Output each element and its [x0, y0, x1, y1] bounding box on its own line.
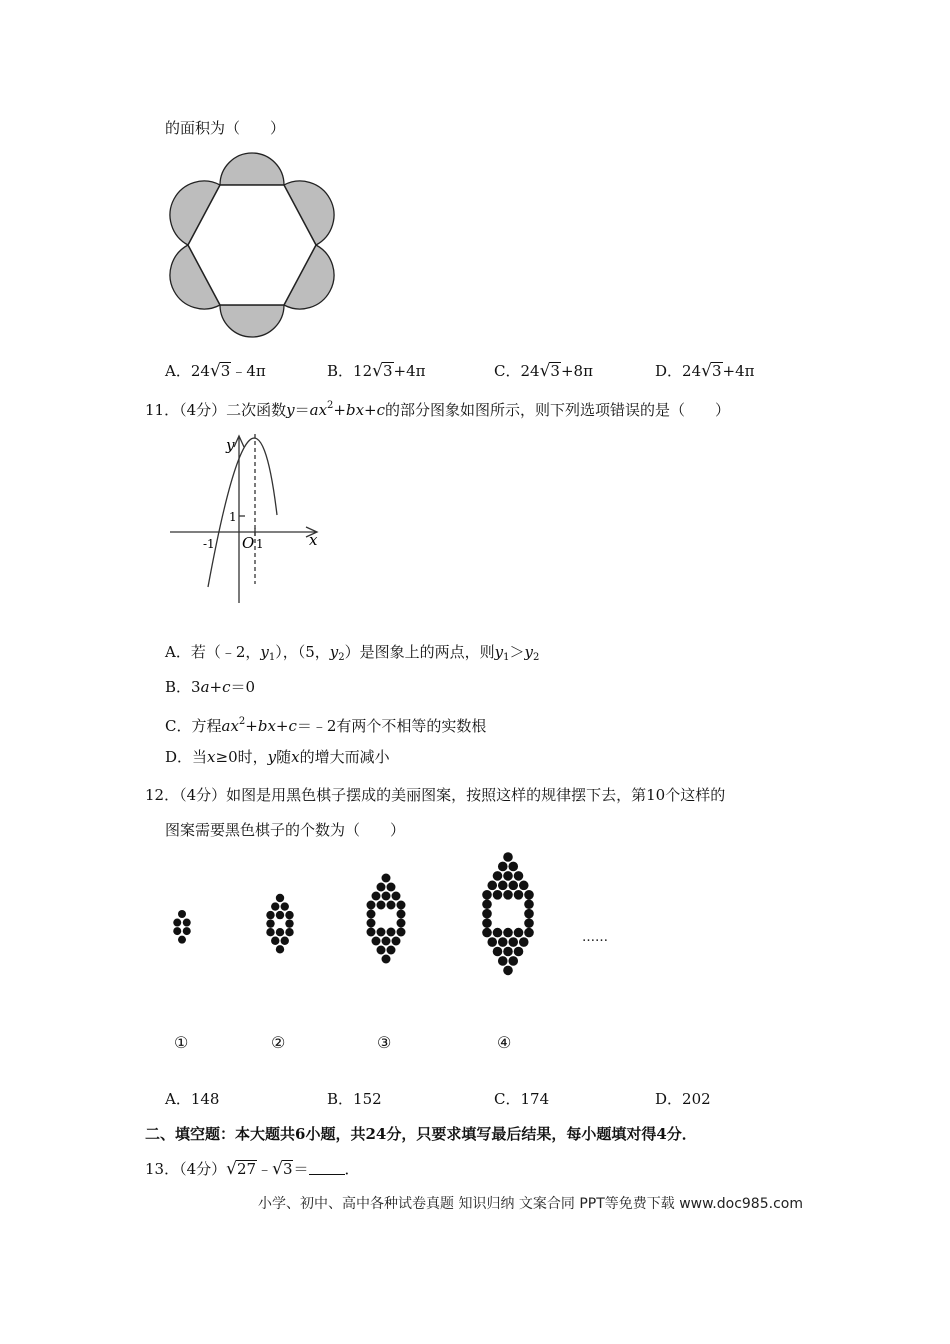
chess-piece-dot: [498, 937, 508, 947]
chess-piece-dot: [377, 946, 386, 955]
chess-piece-dot: [382, 937, 391, 946]
section-heading-fill-in: 二、填空题：本大题共6小题，共24分，只要求填写最后结果，每小题填对得4分．: [145, 1125, 697, 1143]
chess-piece-dot: [266, 911, 274, 919]
q10-option-a: A．24√3﹣4π: [165, 361, 266, 381]
chess-piece-dot: [173, 919, 181, 927]
graph-y-label: y: [226, 436, 235, 454]
chess-piece-dot: [392, 892, 401, 901]
chess-piece-dot: [387, 946, 396, 955]
chess-piece-dot: [178, 910, 186, 918]
q10-stem-tail: 的面积为（ ）: [165, 119, 286, 137]
chess-piece-dot: [367, 910, 376, 919]
chess-piece-dot: [281, 937, 289, 945]
chess-piece-dot: [372, 937, 381, 946]
chess-piece-dot: [503, 890, 513, 900]
q12-option-a: A．148: [165, 1090, 220, 1108]
chess-piece-dot: [493, 928, 503, 938]
chess-piece-dot: [397, 901, 406, 910]
pattern-label-2: ②: [271, 1033, 286, 1052]
pattern-label-3: ③: [377, 1033, 392, 1052]
chess-piece-dot: [493, 890, 503, 900]
chess-piece-dot: [524, 909, 534, 919]
chess-piece-dot: [367, 928, 376, 937]
parabola-graph: [166, 430, 326, 605]
q10-option-d: D．24√3+4π: [655, 361, 755, 381]
q13-answer-blank[interactable]: [309, 1160, 345, 1175]
chess-piece-dot: [514, 947, 524, 957]
q12-option-d: D．202: [655, 1090, 711, 1108]
chess-piece-dot: [503, 947, 513, 957]
graph-neg-one: -1: [203, 537, 215, 551]
chess-piece-dot: [387, 901, 396, 910]
chess-piece-dot: [524, 890, 534, 900]
chess-piece-dot: [397, 928, 406, 937]
chess-piece-dot: [285, 911, 293, 919]
q12-stem-line1: 12．（4分）如图是用黑色棋子摆成的美丽图案，按照这样的规律摆下去，第10个这样的: [145, 786, 726, 804]
pattern-label-4: ④: [497, 1033, 512, 1052]
chess-piece-dot: [377, 901, 386, 910]
graph-x-label: x: [309, 531, 318, 549]
graph-y-one: 1: [229, 510, 237, 524]
q11-stem: 11．（4分）二次函数$y=ax^2+bx+c$的部分图象如图所示，则下列选项错误的是（ ）: [145, 400, 731, 419]
chess-piece-dot: [397, 910, 406, 919]
q12-option-b: B．152: [327, 1090, 382, 1108]
chess-piece-dot: [503, 871, 513, 881]
chess-piece-dot: [493, 871, 503, 881]
chess-piece-dot: [498, 956, 508, 966]
chess-piece-dot: [382, 955, 391, 964]
pattern-label-1: ①: [174, 1033, 189, 1052]
q11-option-c: C．方程$ax^2+bx+c=﹣2$有两个不相等的实数根: [165, 716, 487, 735]
chess-piece-dot: [276, 894, 284, 902]
chess-piece-dot: [524, 918, 534, 928]
chess-piece-dot: [178, 936, 186, 944]
chess-piece-dot: [183, 927, 191, 935]
chess-piece-dot: [498, 862, 508, 872]
q13-stem: 13．（4分）√27﹣√3＝ ．: [145, 1159, 360, 1179]
chess-piece-dot: [271, 902, 279, 910]
chess-piece-dot: [387, 883, 396, 892]
chess-piece-dot: [372, 892, 381, 901]
chess-piece-dot: [276, 945, 284, 953]
chess-piece-dot: [266, 919, 274, 927]
chess-piece-dot: [482, 928, 492, 938]
q12-option-c: C．174: [494, 1090, 550, 1108]
chess-piece-dot: [271, 937, 279, 945]
chess-piece-dot: [392, 937, 401, 946]
pattern-ellipsis: ……: [582, 930, 608, 945]
chess-pattern-figure: [160, 848, 640, 1028]
q10-option-b: B．12√3+4π: [327, 361, 426, 381]
q12-stem-line2: 图案需要黑色棋子的个数为（ ）: [165, 821, 406, 839]
chess-piece-dot: [524, 899, 534, 909]
chess-piece-dot: [519, 881, 529, 891]
chess-piece-dot: [276, 928, 284, 936]
chess-piece-dot: [387, 928, 396, 937]
chess-piece-dot: [397, 919, 406, 928]
q10-option-c: C．24√3+8π: [494, 361, 593, 381]
chess-piece-dot: [493, 947, 503, 957]
chess-piece-dot: [482, 909, 492, 919]
chess-piece-dot: [514, 928, 524, 938]
chess-piece-dot: [508, 937, 518, 947]
chess-piece-dot: [482, 918, 492, 928]
chess-piece-dot: [503, 966, 513, 976]
chess-piece-dot: [377, 928, 386, 937]
chess-piece-dot: [173, 927, 181, 935]
chess-piece-dot: [519, 937, 529, 947]
chess-piece-dot: [285, 919, 293, 927]
chess-piece-dot: [503, 852, 513, 862]
chess-piece-dot: [377, 883, 386, 892]
chess-piece-dot: [508, 956, 518, 966]
graph-x-one: 1: [256, 537, 264, 551]
chess-piece-dot: [367, 919, 376, 928]
graph-origin-label: O: [242, 534, 255, 552]
q11-option-d: D．当x≥0时，y随x的增大而减小: [165, 748, 390, 766]
chess-piece-dot: [183, 919, 191, 927]
chess-piece-dot: [508, 862, 518, 872]
chess-piece-dot: [285, 928, 293, 936]
chess-piece-dot: [514, 890, 524, 900]
chess-piece-dot: [514, 871, 524, 881]
chess-piece-dot: [503, 928, 513, 938]
chess-piece-dot: [382, 892, 391, 901]
q11-option-a: A．若（﹣2，$y_1$），（5，$y_2$）是图象上的两点，则$y_1>y_2$: [165, 643, 540, 663]
chess-piece-dot: [367, 901, 376, 910]
chess-piece-dot: [487, 881, 497, 891]
hexagon-petal-figure: [166, 152, 336, 342]
chess-piece-dot: [508, 881, 518, 891]
chess-piece-dot: [524, 928, 534, 938]
chess-piece-dot: [281, 902, 289, 910]
chess-piece-dot: [487, 937, 497, 947]
page-footer: 小学、初中、高中各种试卷真题 知识归纳 文案合同 PPT等免费下载 www.doc985.com: [258, 1196, 803, 1212]
chess-piece-dot: [498, 881, 508, 891]
chess-piece-dot: [276, 911, 284, 919]
chess-piece-dot: [266, 928, 274, 936]
chess-piece-dot: [382, 874, 391, 883]
chess-piece-dot: [482, 899, 492, 909]
q11-option-b: B．3a+c＝0: [165, 678, 256, 696]
chess-piece-dot: [482, 890, 492, 900]
